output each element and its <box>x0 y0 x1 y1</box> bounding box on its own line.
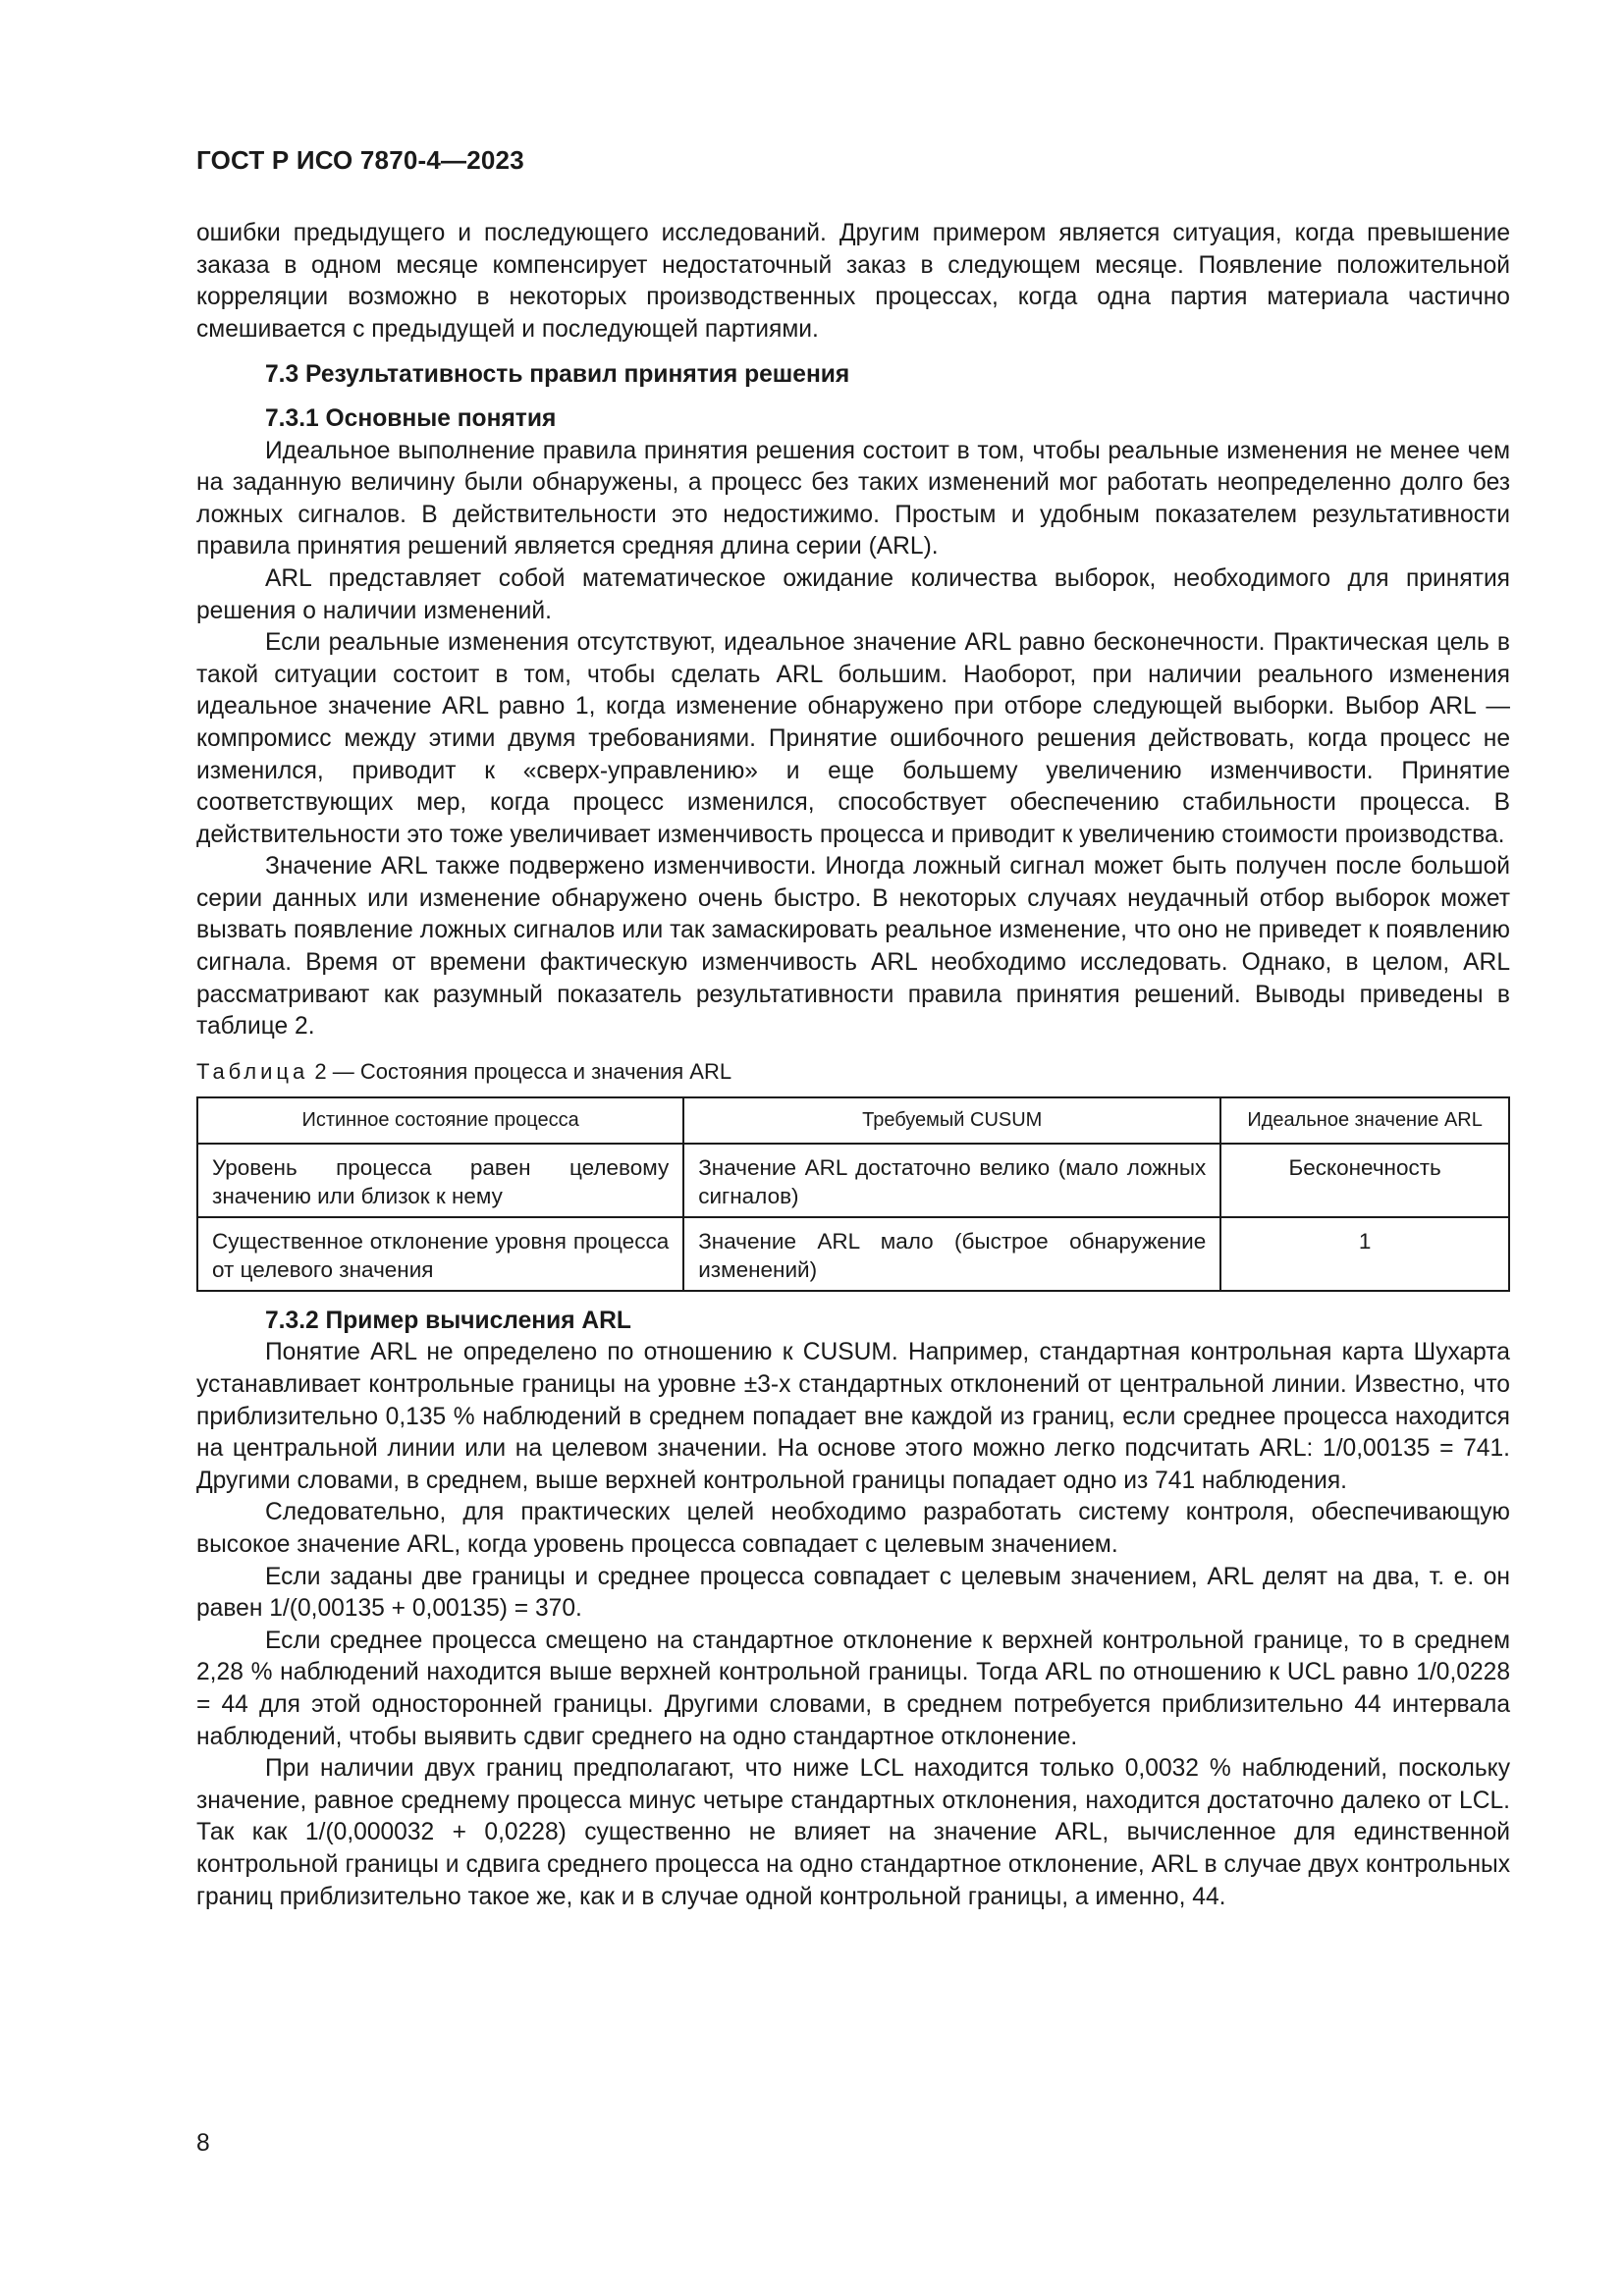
document-body <box>196 218 1510 1913</box>
table-cell: 1 <box>1220 1217 1509 1291</box>
section-7-3-1-title: 7.3.1 Основные понятия <box>265 404 557 432</box>
paragraph-7-3-1-d: Значение ARL также подвержено изменчивости. Иногда ложный сигнал может быть получен после большой серии данных или изменение обнаружено очень быстро. В некоторых случаях неудачный отбор выборок может вызвать появление ложных сигналов или так замаскировать реальное изменение, что оно не приведет к появлению сигнала. Время от времени фактическую изменчивость ARL необходимо исследовать. Однако, в целом, ARL рассматривают как разумный показатель результативности правила принятия решений. Выводы приведены в таблице 2. <box>196 853 1510 1041</box>
table-row <box>197 1217 1509 1291</box>
table-cell: Уровень процесса равен целевому значению или близок к нему <box>197 1144 683 1217</box>
table-cell: Значение ARL мало (быстрое обнаружение изменений) <box>683 1217 1220 1291</box>
table-row <box>197 1144 1509 1217</box>
page-number: 8 <box>196 2130 210 2157</box>
paragraph-7-3-1-c: Если реальные изменения отсутствуют, идеальное значение ARL равно бесконечности. Практическая цель в такой ситуации состоит в том, чтобы сделать ARL большим. Наоборот, при наличии реального изменения идеальное значение ARL равно 1, когда изменение обнаружено при отборе следующей выборки. Выбор ARL — компромисс между этими двумя требованиями. Принятие ошибочного решения действовать, когда процесс не изменился, приводит к «сверх-управлению» и еще большему увеличению изменчивости. Принятие соответствующих мер, когда процесс изменился, способствует обеспечению стабильности процесса. В действительности это тоже увеличивает изменчивость процесса и приводит к увеличению стоимости производства. <box>196 629 1510 848</box>
paragraph-7-3-1-a: Идеальное выполнение правила принятия решения состоит в том, чтобы реальные изменения не менее чем на заданную величину были обнаружены, а процесс без таких изменений мог работать неопределенно долго без ложных сигналов. В действительности это недостижимо. Простым и удобным показателем результативности правила принятия решений является средняя длина серии (ARL). <box>196 437 1510 561</box>
paragraph-7-3-2-e: При наличии двух границ предполагают, что ниже LCL находится только 0,0032 % наблюдений, поскольку значение, равное среднему процесса минус четыре стандартных отклонения, находится достаточно далеко от LCL. Так как 1/(0,000032 + 0,0228) существенно не влияет на значение ARL, вычисленное для единственной контрольной границы и сдвига среднего процесса на одно стандартное отклонение, ARL в случае двух контрольных границ приблизительно такое же, как и в случае одной контрольной границы, а именно, 44. <box>196 1755 1510 1910</box>
table-cell: Существенное отклонение уровня процесса от целевого значения <box>197 1217 683 1291</box>
table-cell: Бесконечность <box>1220 1144 1509 1217</box>
table-cell: Значение ARL достаточно велико (мало ложных сигналов) <box>683 1144 1220 1217</box>
intro-paragraph: ошибки предыдущего и последующего исследований. Другим примером является ситуация, когда превышение заказа в одном месяце компенсирует недостаточный заказ в следующем месяце. Появление положительной корреляции возможно в некоторых производственных процессах, когда одна партия материала частично смешивается с предыдущей и последующей партиями. <box>196 220 1510 343</box>
table-2 <box>196 1096 1510 1292</box>
paragraph-7-3-2-a: Понятие ARL не определено по отношению к CUSUM. Например, стандартная контрольная карта Шухарта устанавливает контрольные границы на уровне ±3-х стандартных отклонений от центральной линии. Известно, что приблизительно 0,135 % наблюдений в среднем попадает вне каждой из границ, если среднее процесса находится на центральной линии или на целевом значении. На основе этого можно легко подсчитать ARL: 1/0,00135 = 741. Другими словами, в среднем, выше верхней контрольной границы попадает одно из 741 наблюдения. <box>196 1339 1510 1494</box>
table-header-cell: Требуемый CUSUM <box>683 1097 1220 1144</box>
table-header-cell: Истинное состояние процесса <box>197 1097 683 1144</box>
paragraph-7-3-1-b: ARL представляет собой математическое ожидание количества выборок, необходимого для принятия решения о наличии изменений. <box>196 564 1510 624</box>
table-2-caption <box>196 1057 1510 1087</box>
paragraph-7-3-2-d: Если среднее процесса смещено на стандартное отклонение к верхней контрольной границе, то в среднем 2,28 % наблюдений находится выше верхней контрольной границы. Тогда ARL по отношению к UCL равно 1/0,0228 = 44 для этой односторонней границы. Другими словами, в среднем потребуется приблизительно 44 интервала наблюдений, чтобы выявить сдвиг среднего на одно стандартное отклонение. <box>196 1627 1510 1750</box>
paragraph-7-3-2-c: Если заданы две границы и среднее процесса совпадает с целевым значением, ARL делят на два, т. е. он равен 1/(0,00135 + 0,00135) = 370. <box>196 1563 1510 1623</box>
section-7-3-title: 7.3 Результативность правил принятия решения <box>265 361 850 389</box>
document-page <box>196 0 1510 2296</box>
paragraph-7-3-2-b: Следовательно, для практических целей необходимо разработать систему контроля, обеспечивающую высокое значение ARL, когда уровень процесса совпадает с целевым значением. <box>196 1499 1510 1558</box>
table-label: Таблица <box>196 1058 309 1084</box>
table-caption-text: 2 — Состояния процесса и значения ARL <box>314 1058 732 1084</box>
section-7-3-2-title: 7.3.2 Пример вычисления ARL <box>265 1307 631 1334</box>
document-header: ГОСТ Р ИСО 7870-4—2023 <box>196 145 524 175</box>
table-header-row <box>197 1097 1509 1144</box>
table-header-cell: Идеальное значение ARL <box>1220 1097 1509 1144</box>
